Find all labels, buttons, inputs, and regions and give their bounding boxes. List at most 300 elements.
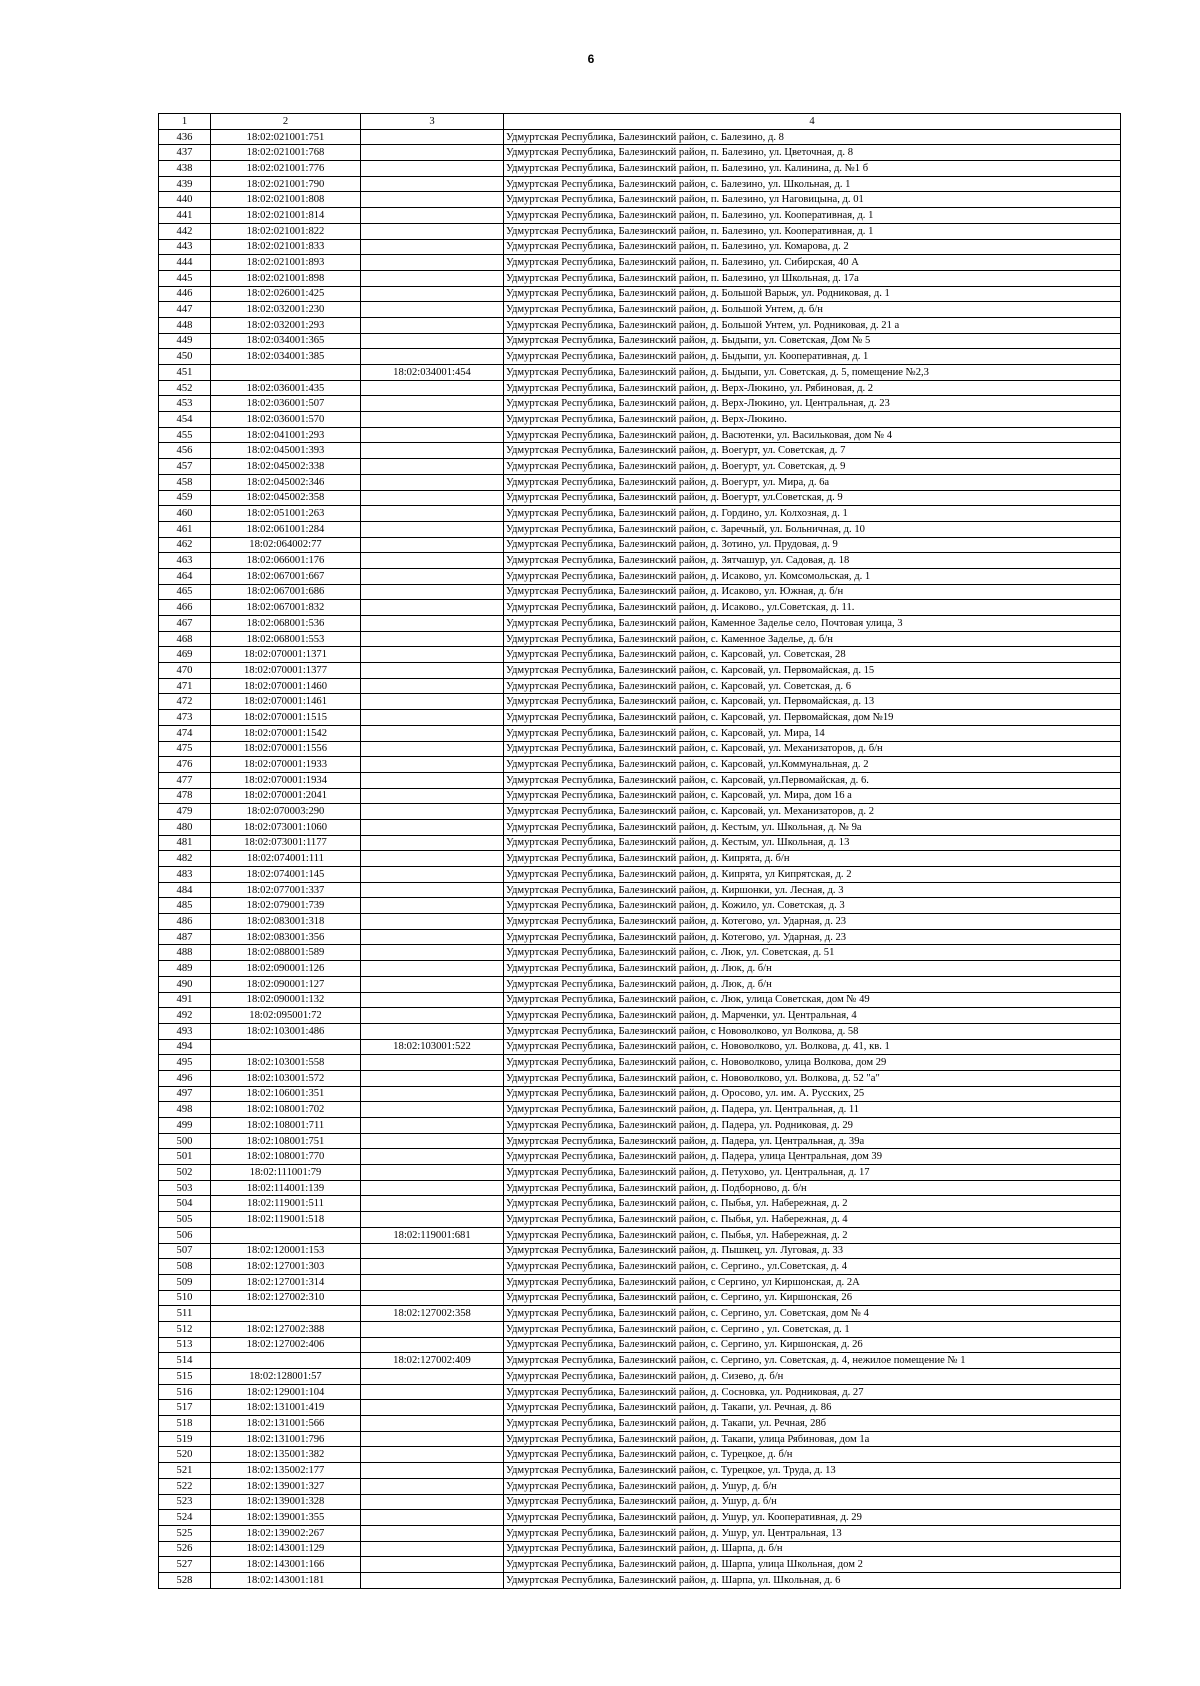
- building-cadastral-cell: 18:02:026001:425: [211, 286, 361, 302]
- row-number-cell: 447: [159, 302, 211, 318]
- building-cadastral-cell: 18:02:070001:1461: [211, 694, 361, 710]
- building-cadastral-cell: 18:02:021001:790: [211, 176, 361, 192]
- row-number-cell: 512: [159, 1321, 211, 1337]
- building-cadastral-cell: 18:02:070003:290: [211, 804, 361, 820]
- row-number-cell: 478: [159, 788, 211, 804]
- table-row: [159, 647, 1121, 663]
- row-number-cell: 439: [159, 176, 211, 192]
- building-cadastral-cell: 18:02:083001:356: [211, 929, 361, 945]
- row-number-cell: 472: [159, 694, 211, 710]
- building-cadastral-cell: 18:02:108001:770: [211, 1149, 361, 1165]
- address-cell: Удмуртская Республика, Балезинский район, с. Балезино, д. 8: [504, 129, 1121, 145]
- address-cell: Удмуртская Республика, Балезинский район, д. Петухово, ул. Центральная, д. 17: [504, 1165, 1121, 1181]
- premises-cadastral-cell: [361, 1337, 504, 1353]
- building-cadastral-cell: 18:02:067001:686: [211, 584, 361, 600]
- row-number-cell: 505: [159, 1212, 211, 1228]
- table-row: [159, 976, 1121, 992]
- premises-cadastral-cell: [361, 835, 504, 851]
- building-cadastral-cell: 18:02:068001:553: [211, 631, 361, 647]
- table-row: [159, 663, 1121, 679]
- table-row: [159, 851, 1121, 867]
- premises-cadastral-cell: [361, 757, 504, 773]
- table-row: [159, 1557, 1121, 1573]
- row-number-cell: 448: [159, 317, 211, 333]
- row-number-cell: 513: [159, 1337, 211, 1353]
- row-number-cell: 518: [159, 1416, 211, 1432]
- building-cadastral-cell: 18:02:073001:1060: [211, 819, 361, 835]
- premises-cadastral-cell: [361, 1149, 504, 1165]
- row-number-cell: 469: [159, 647, 211, 663]
- address-cell: Удмуртская Республика, Балезинский район, д. Ушур, д. б/н: [504, 1494, 1121, 1510]
- premises-cadastral-cell: 18:02:127002:358: [361, 1306, 504, 1322]
- premises-cadastral-cell: [361, 1055, 504, 1071]
- table-row: [159, 1165, 1121, 1181]
- row-number-cell: 473: [159, 710, 211, 726]
- table-row: [159, 616, 1121, 632]
- building-cadastral-cell: [211, 365, 361, 381]
- address-cell: Удмуртская Республика, Балезинский район, д. Падера, ул. Родниковая, д. 29: [504, 1118, 1121, 1134]
- row-number-cell: 489: [159, 961, 211, 977]
- address-cell: Удмуртская Республика, Балезинский район, с. Сергино , ул. Советская, д. 1: [504, 1321, 1121, 1337]
- premises-cadastral-cell: [361, 1212, 504, 1228]
- table-row: [159, 1572, 1121, 1588]
- table-row: [159, 1227, 1121, 1243]
- premises-cadastral-cell: [361, 459, 504, 475]
- building-cadastral-cell: 18:02:036001:570: [211, 412, 361, 428]
- premises-cadastral-cell: [361, 474, 504, 490]
- address-cell: Удмуртская Республика, Балезинский район, п. Балезино, ул Школьная, д. 17а: [504, 270, 1121, 286]
- table-row: [159, 1463, 1121, 1479]
- table-row: [159, 1212, 1121, 1228]
- premises-cadastral-cell: [361, 553, 504, 569]
- premises-cadastral-cell: [361, 1510, 504, 1526]
- row-number-cell: 515: [159, 1369, 211, 1385]
- premises-cadastral-cell: [361, 616, 504, 632]
- building-cadastral-cell: 18:02:139001:327: [211, 1478, 361, 1494]
- table-row: [159, 1541, 1121, 1557]
- address-cell: Удмуртская Республика, Балезинский район, д. Кипрята, д. б/н: [504, 851, 1121, 867]
- row-number-cell: 488: [159, 945, 211, 961]
- premises-cadastral-cell: [361, 145, 504, 161]
- premises-cadastral-cell: [361, 1369, 504, 1385]
- table-row: [159, 176, 1121, 192]
- address-cell: Удмуртская Республика, Балезинский район, с. Карсовай, ул.Коммунальная, д. 2: [504, 757, 1121, 773]
- address-cell: Удмуртская Республика, Балезинский район, д. Такапи, ул. Речная, д. 86: [504, 1400, 1121, 1416]
- address-cell: Удмуртская Республика, Балезинский район, с. Пыбья, ул. Набережная, д. 2: [504, 1227, 1121, 1243]
- address-cell: Удмуртская Республика, Балезинский район, д. Быдыпи, ул. Советская, Дом № 5: [504, 333, 1121, 349]
- address-cell: Удмуртская Республика, Балезинский район, д. Большой Варыж, ул. Родниковая, д. 1: [504, 286, 1121, 302]
- building-cadastral-cell: 18:02:119001:518: [211, 1212, 361, 1228]
- building-cadastral-cell: 18:02:073001:1177: [211, 835, 361, 851]
- building-cadastral-cell: 18:02:139002:267: [211, 1525, 361, 1541]
- building-cadastral-cell: 18:02:021001:898: [211, 270, 361, 286]
- table-row: [159, 270, 1121, 286]
- table-row: [159, 945, 1121, 961]
- table-row: [159, 1102, 1121, 1118]
- address-cell: Удмуртская Республика, Балезинский район, д. Ушур, д. б/н: [504, 1478, 1121, 1494]
- table-row: [159, 1510, 1121, 1526]
- building-cadastral-cell: 18:02:127002:310: [211, 1290, 361, 1306]
- address-cell: Удмуртская Республика, Балезинский район, д. Такапи, улица Рябиновая, дом 1а: [504, 1431, 1121, 1447]
- table-row: [159, 1321, 1121, 1337]
- row-number-cell: 517: [159, 1400, 211, 1416]
- table-row: [159, 1070, 1121, 1086]
- premises-cadastral-cell: [361, 129, 504, 145]
- building-cadastral-cell: 18:02:139001:328: [211, 1494, 361, 1510]
- building-cadastral-cell: 18:02:088001:589: [211, 945, 361, 961]
- address-cell: Удмуртская Республика, Балезинский район, д. Шарпа, д. б/н: [504, 1541, 1121, 1557]
- row-number-cell: 474: [159, 725, 211, 741]
- building-cadastral-cell: 18:02:021001:776: [211, 161, 361, 177]
- row-number-cell: 455: [159, 427, 211, 443]
- address-cell: Удмуртская Республика, Балезинский район, д. Кестым, ул. Школьная, д. 13: [504, 835, 1121, 851]
- address-cell: Удмуртская Республика, Балезинский район, д. Гордино, ул. Колхозная, д. 1: [504, 506, 1121, 522]
- building-cadastral-cell: 18:02:120001:153: [211, 1243, 361, 1259]
- address-cell: Удмуртская Республика, Балезинский район, д. Верх-Люкино, ул. Центральная, д. 23: [504, 396, 1121, 412]
- premises-cadastral-cell: [361, 1118, 504, 1134]
- building-cadastral-cell: 18:02:061001:284: [211, 521, 361, 537]
- row-number-cell: 446: [159, 286, 211, 302]
- premises-cadastral-cell: [361, 1259, 504, 1275]
- address-cell: Удмуртская Республика, Балезинский район, д. Кестым, ул. Школьная, д. № 9а: [504, 819, 1121, 835]
- premises-cadastral-cell: [361, 192, 504, 208]
- table-row: [159, 129, 1121, 145]
- premises-cadastral-cell: [361, 898, 504, 914]
- table-row: [159, 412, 1121, 428]
- row-number-cell: 457: [159, 459, 211, 475]
- table-row: [159, 992, 1121, 1008]
- row-number-cell: 471: [159, 678, 211, 694]
- row-number-cell: 451: [159, 365, 211, 381]
- address-cell: Удмуртская Республика, Балезинский район, д. Зотино, ул. Прудовая, д. 9: [504, 537, 1121, 553]
- address-cell: Удмуртская Республика, Балезинский район, д. Падера, ул. Центральная, д. 39а: [504, 1133, 1121, 1149]
- address-cell: Удмуртская Республика, Балезинский район, с. Сергино., ул.Советская, д. 4: [504, 1259, 1121, 1275]
- address-cell: Удмуртская Республика, Балезинский район, д. Ушур, ул. Кооперативная, д. 29: [504, 1510, 1121, 1526]
- premises-cadastral-cell: [361, 945, 504, 961]
- address-cell: Удмуртская Республика, Балезинский район, д. Падера, улица Центральная, дом 39: [504, 1149, 1121, 1165]
- building-cadastral-cell: 18:02:066001:176: [211, 553, 361, 569]
- building-cadastral-cell: 18:02:143001:166: [211, 1557, 361, 1573]
- premises-cadastral-cell: [361, 678, 504, 694]
- row-number-cell: 479: [159, 804, 211, 820]
- building-cadastral-cell: 18:02:128001:57: [211, 1369, 361, 1385]
- building-cadastral-cell: 18:02:074001:145: [211, 867, 361, 883]
- row-number-cell: 494: [159, 1039, 211, 1055]
- building-cadastral-cell: 18:02:021001:814: [211, 208, 361, 224]
- premises-cadastral-cell: [361, 1243, 504, 1259]
- premises-cadastral-cell: [361, 1086, 504, 1102]
- table-body: [159, 129, 1121, 1588]
- address-cell: Удмуртская Республика, Балезинский район, с. Сергино, ул. Киршонская, д. 26: [504, 1337, 1121, 1353]
- row-number-cell: 511: [159, 1306, 211, 1322]
- building-cadastral-cell: 18:02:114001:139: [211, 1180, 361, 1196]
- address-cell: Удмуртская Республика, Балезинский район, с. Карсовай, ул. Механизаторов, д. 2: [504, 804, 1121, 820]
- row-number-cell: 475: [159, 741, 211, 757]
- premises-cadastral-cell: 18:02:103001:522: [361, 1039, 504, 1055]
- address-cell: Удмуртская Республика, Балезинский район, с. Каменное Заделье, д. б/н: [504, 631, 1121, 647]
- row-number-cell: 449: [159, 333, 211, 349]
- table-row: [159, 239, 1121, 255]
- premises-cadastral-cell: [361, 914, 504, 930]
- row-number-cell: 507: [159, 1243, 211, 1259]
- address-cell: Удмуртская Республика, Балезинский район, д. Васютенки, ул. Васильковая, дом № 4: [504, 427, 1121, 443]
- row-number-cell: 491: [159, 992, 211, 1008]
- row-number-cell: 497: [159, 1086, 211, 1102]
- premises-cadastral-cell: [361, 1102, 504, 1118]
- premises-cadastral-cell: [361, 741, 504, 757]
- table-row: [159, 631, 1121, 647]
- table-row: [159, 710, 1121, 726]
- table-row: [159, 788, 1121, 804]
- building-cadastral-cell: 18:02:108001:702: [211, 1102, 361, 1118]
- building-cadastral-cell: 18:02:095001:72: [211, 1008, 361, 1024]
- building-cadastral-cell: 18:02:021001:808: [211, 192, 361, 208]
- address-cell: Удмуртская Республика, Балезинский район, д. Марченки, ул. Центральная, 4: [504, 1008, 1121, 1024]
- premises-cadastral-cell: [361, 804, 504, 820]
- premises-cadastral-cell: [361, 1133, 504, 1149]
- table-row: [159, 867, 1121, 883]
- table-row: [159, 584, 1121, 600]
- building-cadastral-cell: 18:02:074001:111: [211, 851, 361, 867]
- premises-cadastral-cell: [361, 1165, 504, 1181]
- address-cell: Удмуртская Республика, Балезинский район, д. Воегурт, ул. Советская, д. 7: [504, 443, 1121, 459]
- address-cell: Удмуртская Республика, Балезинский район, с. Пыбья, ул. Набережная, д. 4: [504, 1212, 1121, 1228]
- address-cell: Удмуртская Республика, Балезинский район, п. Балезино, ул. Сибирская, 40 А: [504, 255, 1121, 271]
- address-cell: Удмуртская Республика, Балезинский район, Каменное Заделье село, Почтовая улица, 3: [504, 616, 1121, 632]
- premises-cadastral-cell: [361, 772, 504, 788]
- table-row: [159, 961, 1121, 977]
- premises-cadastral-cell: [361, 1070, 504, 1086]
- premises-cadastral-cell: [361, 349, 504, 365]
- row-number-cell: 459: [159, 490, 211, 506]
- building-cadastral-cell: 18:02:131001:796: [211, 1431, 361, 1447]
- building-cadastral-cell: 18:02:070001:2041: [211, 788, 361, 804]
- address-cell: Удмуртская Республика, Балезинский район, д. Ушур, ул. Центральная, 13: [504, 1525, 1121, 1541]
- page-number: 6: [587, 52, 595, 66]
- building-cadastral-cell: 18:02:083001:318: [211, 914, 361, 930]
- building-cadastral-cell: 18:02:021001:768: [211, 145, 361, 161]
- row-number-cell: 516: [159, 1384, 211, 1400]
- table-row: [159, 302, 1121, 318]
- table-row: [159, 1384, 1121, 1400]
- building-cadastral-cell: 18:02:135001:382: [211, 1447, 361, 1463]
- row-number-cell: 502: [159, 1165, 211, 1181]
- table-row: [159, 694, 1121, 710]
- building-cadastral-cell: 18:02:131001:419: [211, 1400, 361, 1416]
- row-number-cell: 468: [159, 631, 211, 647]
- row-number-cell: 461: [159, 521, 211, 537]
- row-number-cell: 464: [159, 568, 211, 584]
- table-row: [159, 741, 1121, 757]
- row-number-cell: 522: [159, 1478, 211, 1494]
- address-cell: Удмуртская Республика, Балезинский район, д. Исаково, ул. Комсомольская, д. 1: [504, 568, 1121, 584]
- row-number-cell: 465: [159, 584, 211, 600]
- table-row: [159, 1086, 1121, 1102]
- building-cadastral-cell: 18:02:070001:1515: [211, 710, 361, 726]
- address-cell: Удмуртская Республика, Балезинский район, с. Карсовай, ул. Советская, д. 6: [504, 678, 1121, 694]
- row-number-cell: 524: [159, 1510, 211, 1526]
- row-number-cell: 442: [159, 223, 211, 239]
- table-row: [159, 1290, 1121, 1306]
- building-cadastral-cell: 18:02:090001:126: [211, 961, 361, 977]
- table-row: [159, 1525, 1121, 1541]
- building-cadastral-cell: [211, 1306, 361, 1322]
- building-cadastral-cell: 18:02:077001:337: [211, 882, 361, 898]
- address-cell: Удмуртская Республика, Балезинский район, с. Карсовай, ул. Советская, 28: [504, 647, 1121, 663]
- table-row: [159, 1180, 1121, 1196]
- building-cadastral-cell: 18:02:139001:355: [211, 1510, 361, 1526]
- table-row: [159, 835, 1121, 851]
- premises-cadastral-cell: [361, 443, 504, 459]
- building-cadastral-cell: [211, 1039, 361, 1055]
- building-cadastral-cell: 18:02:090001:127: [211, 976, 361, 992]
- row-number-cell: 484: [159, 882, 211, 898]
- premises-cadastral-cell: [361, 992, 504, 1008]
- premises-cadastral-cell: [361, 1008, 504, 1024]
- premises-cadastral-cell: [361, 255, 504, 271]
- building-cadastral-cell: 18:02:051001:263: [211, 506, 361, 522]
- row-number-cell: 453: [159, 396, 211, 412]
- address-cell: Удмуртская Республика, Балезинский район, д. Верх-Люкино, ул. Рябиновая, д. 2: [504, 380, 1121, 396]
- row-number-cell: 463: [159, 553, 211, 569]
- address-cell: Удмуртская Республика, Балезинский район, д. Сосновка, ул. Родниковая, д. 27: [504, 1384, 1121, 1400]
- address-cell: Удмуртская Республика, Балезинский район, д. Кипрята, ул Кипрятская, д. 2: [504, 867, 1121, 883]
- table-row: [159, 333, 1121, 349]
- premises-cadastral-cell: [361, 694, 504, 710]
- building-cadastral-cell: 18:02:070001:1934: [211, 772, 361, 788]
- building-cadastral-cell: 18:02:127001:314: [211, 1274, 361, 1290]
- premises-cadastral-cell: [361, 1400, 504, 1416]
- building-cadastral-cell: 18:02:021001:751: [211, 129, 361, 145]
- table-row: [159, 161, 1121, 177]
- table-row: [159, 506, 1121, 522]
- table-row: [159, 286, 1121, 302]
- building-cadastral-cell: [211, 1227, 361, 1243]
- table-row: [159, 1306, 1121, 1322]
- row-number-cell: 476: [159, 757, 211, 773]
- building-cadastral-cell: 18:02:103001:486: [211, 1023, 361, 1039]
- building-cadastral-cell: 18:02:127002:388: [211, 1321, 361, 1337]
- table-row: [159, 1259, 1121, 1275]
- premises-cadastral-cell: [361, 1557, 504, 1573]
- building-cadastral-cell: 18:02:090001:132: [211, 992, 361, 1008]
- column-header-3: 3: [361, 114, 504, 130]
- address-cell: Удмуртская Республика, Балезинский район, д. Воегурт, ул.Советская, д. 9: [504, 490, 1121, 506]
- building-cadastral-cell: 18:02:108001:751: [211, 1133, 361, 1149]
- building-cadastral-cell: 18:02:021001:833: [211, 239, 361, 255]
- table-row: [159, 1039, 1121, 1055]
- premises-cadastral-cell: [361, 270, 504, 286]
- address-cell: Удмуртская Республика, Балезинский район, с Нововолково, ул Волкова, д. 58: [504, 1023, 1121, 1039]
- table-row: [159, 1416, 1121, 1432]
- premises-cadastral-cell: [361, 396, 504, 412]
- table-row: [159, 914, 1121, 930]
- premises-cadastral-cell: [361, 412, 504, 428]
- premises-cadastral-cell: [361, 882, 504, 898]
- premises-cadastral-cell: [361, 1196, 504, 1212]
- address-cell: Удмуртская Республика, Балезинский район, д. Подборново, д. б/н: [504, 1180, 1121, 1196]
- address-cell: Удмуртская Республика, Балезинский район, с. Нововолково, ул. Волкова, д. 41, кв. 1: [504, 1039, 1121, 1055]
- table-row: [159, 1023, 1121, 1039]
- table-row: [159, 521, 1121, 537]
- row-number-cell: 508: [159, 1259, 211, 1275]
- table-header-row: [159, 114, 1121, 130]
- address-cell: Удмуртская Республика, Балезинский район, д. Люк, д. б/н: [504, 976, 1121, 992]
- address-cell: Удмуртская Республика, Балезинский район, с. Карсовай, ул. Первомайская, д. 15: [504, 663, 1121, 679]
- premises-cadastral-cell: [361, 317, 504, 333]
- address-cell: Удмуртская Республика, Балезинский район, п. Балезино, ул. Цветочная, д. 8: [504, 145, 1121, 161]
- table-row: [159, 772, 1121, 788]
- row-number-cell: 501: [159, 1149, 211, 1165]
- premises-cadastral-cell: [361, 961, 504, 977]
- table-row: [159, 1149, 1121, 1165]
- premises-cadastral-cell: [361, 819, 504, 835]
- premises-cadastral-cell: 18:02:119001:681: [361, 1227, 504, 1243]
- table-row: [159, 490, 1121, 506]
- premises-cadastral-cell: [361, 584, 504, 600]
- premises-cadastral-cell: [361, 208, 504, 224]
- row-number-cell: 495: [159, 1055, 211, 1071]
- property-register-table: [158, 113, 1121, 1589]
- building-cadastral-cell: 18:02:111001:79: [211, 1165, 361, 1181]
- premises-cadastral-cell: [361, 1447, 504, 1463]
- row-number-cell: 527: [159, 1557, 211, 1573]
- premises-cadastral-cell: [361, 1180, 504, 1196]
- building-cadastral-cell: 18:02:070001:1371: [211, 647, 361, 663]
- table-row: [159, 1133, 1121, 1149]
- premises-cadastral-cell: [361, 1525, 504, 1541]
- table-row: [159, 443, 1121, 459]
- premises-cadastral-cell: [361, 1023, 504, 1039]
- address-cell: Удмуртская Республика, Балезинский район, д. Шарпа, ул. Школьная, д. 6: [504, 1572, 1121, 1588]
- premises-cadastral-cell: [361, 161, 504, 177]
- address-cell: Удмуртская Республика, Балезинский район, с. Турецкое, д. б/н: [504, 1447, 1121, 1463]
- row-number-cell: 483: [159, 867, 211, 883]
- row-number-cell: 456: [159, 443, 211, 459]
- address-cell: Удмуртская Республика, Балезинский район, д. Верх-Люкино.: [504, 412, 1121, 428]
- row-number-cell: 510: [159, 1290, 211, 1306]
- building-cadastral-cell: 18:02:068001:536: [211, 616, 361, 632]
- row-number-cell: 521: [159, 1463, 211, 1479]
- row-number-cell: 441: [159, 208, 211, 224]
- table-row: [159, 1243, 1121, 1259]
- table-row: [159, 757, 1121, 773]
- address-cell: Удмуртская Республика, Балезинский район, с. Карсовай, ул. Мира, 14: [504, 725, 1121, 741]
- building-cadastral-cell: 18:02:143001:129: [211, 1541, 361, 1557]
- row-number-cell: 498: [159, 1102, 211, 1118]
- table-row: [159, 600, 1121, 616]
- row-number-cell: 492: [159, 1008, 211, 1024]
- address-cell: Удмуртская Республика, Балезинский район, п. Балезино, ул. Комарова, д. 2: [504, 239, 1121, 255]
- building-cadastral-cell: 18:02:067001:667: [211, 568, 361, 584]
- row-number-cell: 437: [159, 145, 211, 161]
- table-row: [159, 459, 1121, 475]
- table-row: [159, 1400, 1121, 1416]
- row-number-cell: 436: [159, 129, 211, 145]
- building-cadastral-cell: 18:02:127002:406: [211, 1337, 361, 1353]
- building-cadastral-cell: 18:02:103001:572: [211, 1070, 361, 1086]
- table-row: [159, 223, 1121, 239]
- row-number-cell: 440: [159, 192, 211, 208]
- address-cell: Удмуртская Республика, Балезинский район, д. Исаково, ул. Южная, д. б/н: [504, 584, 1121, 600]
- building-cadastral-cell: 18:02:070001:1933: [211, 757, 361, 773]
- address-cell: Удмуртская Республика, Балезинский район, д. Большой Унтем, д. б/н: [504, 302, 1121, 318]
- row-number-cell: 452: [159, 380, 211, 396]
- table-row: [159, 145, 1121, 161]
- row-number-cell: 528: [159, 1572, 211, 1588]
- address-cell: Удмуртская Республика, Балезинский район, д. Котегово, ул. Ударная, д. 23: [504, 929, 1121, 945]
- premises-cadastral-cell: [361, 929, 504, 945]
